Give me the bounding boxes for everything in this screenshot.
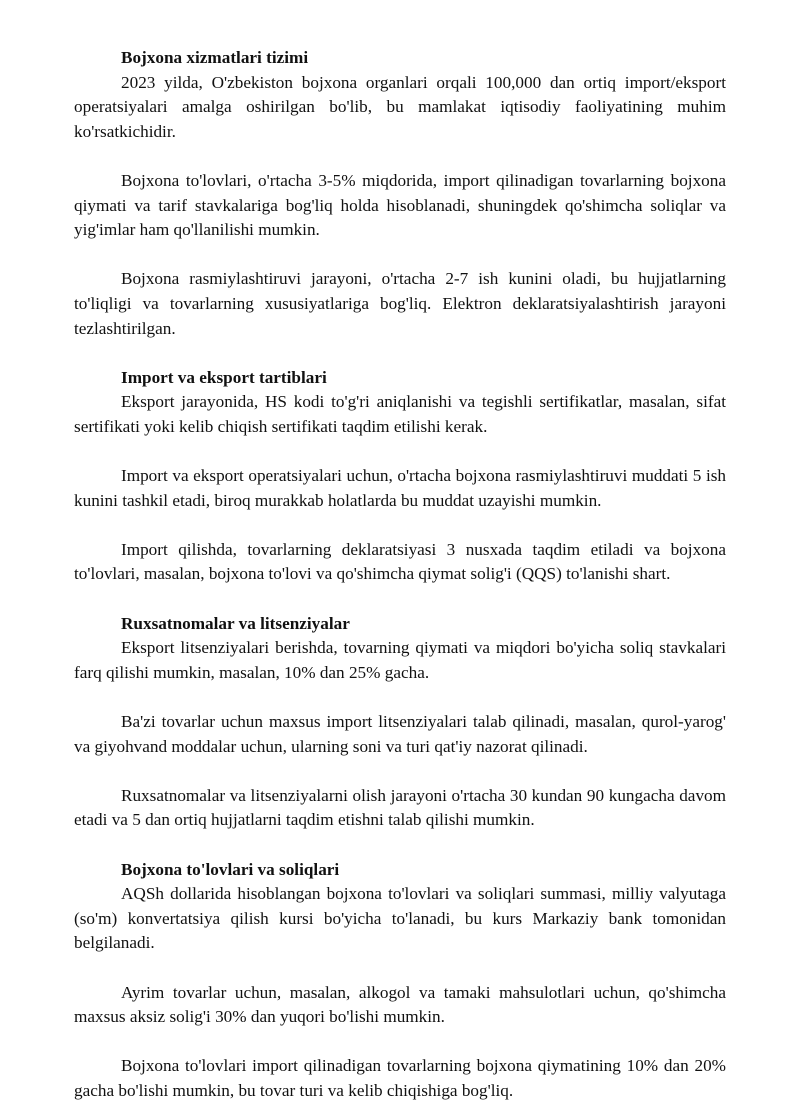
paragraph: 2023 yilda, O'zbekiston bojxona organlari orqali 100,000 dan ortiq import/eksport operatsiyalari amalga oshirilgan bo'lib, bu mamlakat iqtisodiy faoliyatining muhim ko'rsatkichidir. [74,72,726,141]
section-heading: Bojxona to'lovlari va soliqlari [121,859,340,879]
section-heading: Ruxsatnomalar va litsenziyalar [121,613,350,633]
paragraph: Ruxsatnomalar va litsenziyalarni olish jarayoni o'rtacha 30 kundan 90 kungacha davom etadi va 5 dan ortiq hujjatlarni taqdim etishni talab qilishi mumkin. [74,785,726,830]
section-permits-licenses [74,612,726,858]
paragraph: Import va eksport operatsiyalari uchun, o'rtacha bojxona rasmiylashtiruvi muddati 5 ish kunini tashkil etadi, biroq murakkab holatlarda bu muddat uzayishi mumkin. [74,466,726,510]
paragraph: Bojxona to'lovlari import qilinadigan tovarlarning bojxona qiymatining 10% dan 20% gacha bo'lishi mumkin, bu tovar turi va kelib chiqishiga bog'liq. [74,1056,726,1100]
section-import-export [74,366,726,612]
paragraph: Bojxona rasmiylashtiruvi jarayoni, o'rtacha 2-7 ish kunini oladi, bu hujjatlarning to'liqligi va tovarlarning xususiyatlariga bog'liq. Elektron deklaratsiyalashtirish jarayoni tezlashtirilgan. [74,269,726,338]
document-page [74,46,726,1104]
paragraph: Ba'zi tovarlar uchun maxsus import litsenziyalari talab qilinadi, masalan, qurol-yarog' va giyohvand moddalar uchun, ularning soni va turi qat'iy nazorat qilinadi. [74,712,726,756]
section-customs-payments-taxes [74,858,726,1104]
paragraph: Eksport jarayonida, HS kodi to'g'ri aniqlanishi va tegishli sertifikatlar, masalan, sifat sertifikati yoki kelib chiqish sertifikati taqdim etilishi kerak. [74,392,726,436]
paragraph: Import qilishda, tovarlarning deklaratsiyasi 3 nusxada taqdim etiladi va bojxona to'lovlari, masalan, bojxona to'lovi va qo'shimcha qiymat solig'i (QQS) to'lanishi shart. [74,539,726,584]
paragraph: AQSh dollarida hisoblangan bojxona to'lovlari va soliqlari summasi, milliy valyutaga (so'm) konvertatsiya qilish kursi bo'yicha to'lanadi, bu kurs Markaziy bank tomonidan belgilanadi. [74,884,726,953]
paragraph: Bojxona to'lovlari, o'rtacha 3-5% miqdorida, import qilinadigan tovarlarning bojxona qiymati va tarif stavkalariga bog'liq holda hisoblanadi, shuningdek qo'shimcha soliqlar va yig'imlar ham qo'llanilishi mumkin. [74,170,726,240]
section-heading: Bojxona xizmatlari tizimi [121,48,309,67]
paragraph: Ayrim tovarlar uchun, masalan, alkogol va tamaki mahsulotlari uchun, qo'shimcha maxsus aksiz solig'i 30% dan yuqori bo'lishi mumkin. [74,982,726,1027]
paragraph: Eksport litsenziyalari berishda, tovarning qiymati va miqdori bo'yicha soliq stavkalari farq qilishi mumkin, masalan, 10% dan 25% gacha. [74,638,726,682]
section-customs-services [74,46,726,366]
section-heading: Import va eksport tartiblari [121,367,327,387]
